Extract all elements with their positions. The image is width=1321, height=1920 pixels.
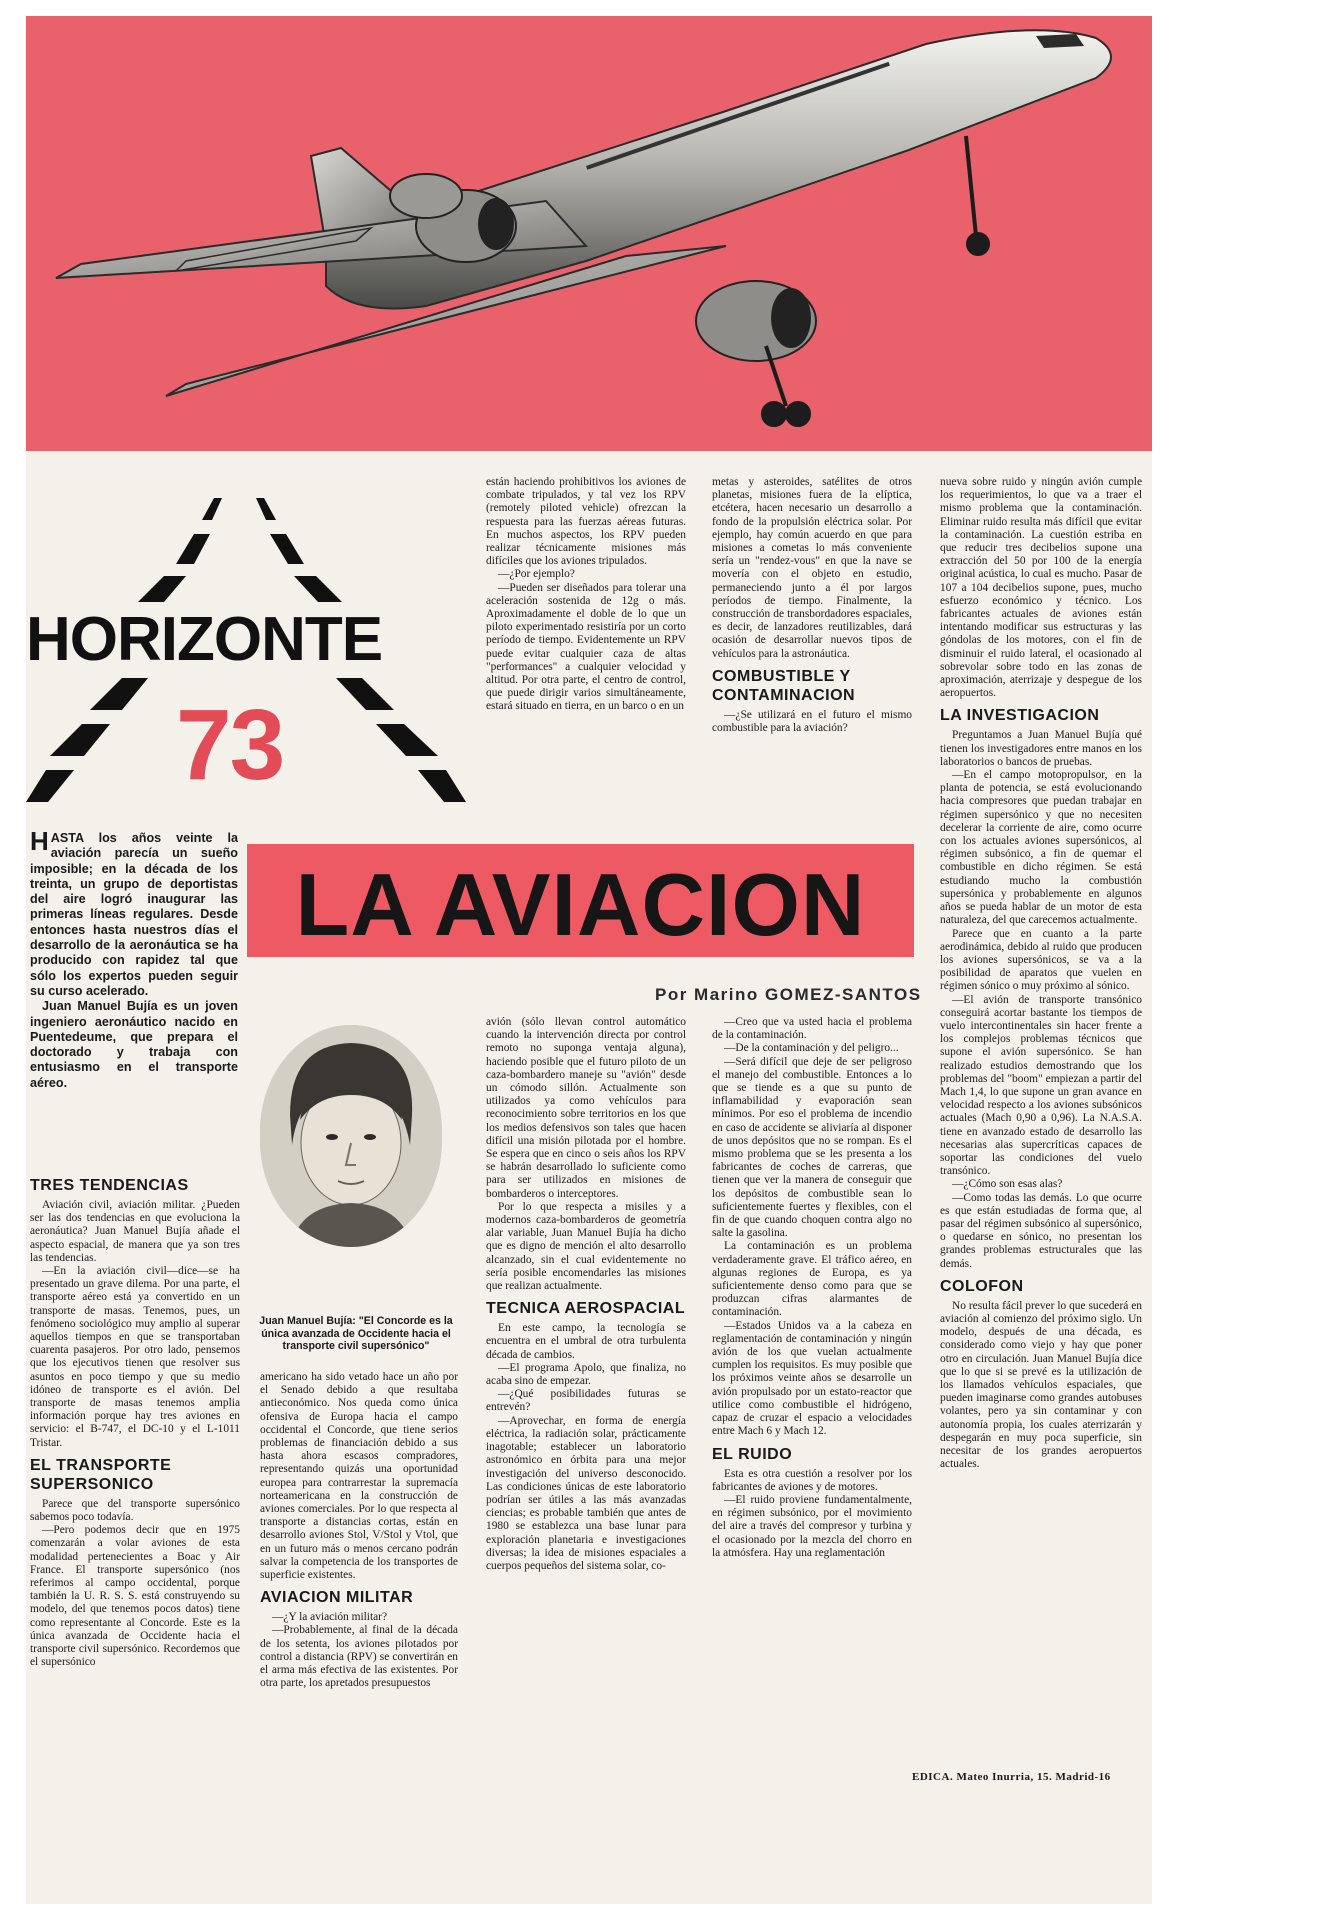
drop-cap: H xyxy=(30,826,49,856)
paragraph: —Creo que va usted hacia el problema de la contaminación. xyxy=(712,1016,912,1042)
paragraph: —En el campo motopropulsor, en la planta de potencia, se está evolucionando hacia compresores que puedan trabajar en régimen supersónico y que no necesiten decelerar la corriente de aire, como ocurre con los actuales aviones supersónicos, al régimen subsónico, a fin de quemar el combustible en dicho régimen. Se está estudiando mucho la combustión supersónica y probablemente en algunos años se pueda hablar de un motor de esta naturaleza, del que carecemos actualmente. xyxy=(940,769,1142,927)
heading-el-ruido: EL RUIDO xyxy=(712,1445,793,1463)
paragraph: —¿Por ejemplo? xyxy=(498,568,575,581)
paragraph: nueva sobre ruido y ningún avión cumple los requerimientos, lo que va a traer el mismo problema que la contaminación. Eliminar ruido resulta más difícil que evitar la contaminación. La cuestión estriba en que reducir tres decibelios supone una extracción del 50 por 100 de la energía original acústica, lo cual es mucho. Pasar de 107 a 104 decibelios supone, pues, mucho esfuerzo económico y técnico. Los fabricantes actuales de aviones están intentando modificar sus estructuras y las góndolas de los motores, con el fin de disminuir el ruido lateral, el ocasionado al sobrevolar sobre todo en las zonas de aproximación, aterrizaje y despegue de los aeropuertos. xyxy=(940,476,1142,700)
paragraph: —Como todas las demás. Lo que ocurre es que están estudiadas de forma que, al pasar del régimen subsónico al supersónico, o quedarse en sónico, no presentan los grandes problemas estructurales que las demás. xyxy=(940,1191,1142,1270)
column-3-top xyxy=(486,476,686,714)
heading-la-investigacion: LA INVESTIGACION xyxy=(940,707,1100,725)
column-5 xyxy=(940,476,1142,1471)
paragraph: Preguntamos a Juan Manuel Bujía qué tienen los investigadores entre manos en los laboratorios o bancos de pruebas. xyxy=(940,729,1142,768)
title-banner xyxy=(247,844,914,957)
paragraph: —Estados Unidos va a la cabeza en reglamentación de contaminación y ningún avión de los que vuelan actualmente cumplen los requisitos. Es muy posible que los próximos veinte años se desarrolle un avión propulsado por un estato-reactor que utilice como combustible el hidrógeno, capaz de cruzar el espacio a velocidades entre Mach 6 y Mach 12. xyxy=(712,1319,912,1438)
horizonte-logo xyxy=(26,498,466,818)
paragraph: metas y asteroides, satélites de otros planetas, misiones fuera de la elíptica, etcétera, hacen necesario un desarrollo a fondo de la propulsión eléctrica solar. Por ejemplo, hay común acuerdo en que para misiones a cometas lo más conveniente sería un "rendez-vous" en que la nave se movería con el objeto en estudio, permaneciendo junto a él por largos períodos de tiempo. Finalmente, la construcción de transbordadores espaciales, es decir, de lanzadores reutilizables, dará ocasión de desarrollar nuevos tipos de vehículos para la astronáutica. xyxy=(712,476,912,660)
paragraph: —¿Y la aviación militar? xyxy=(272,1611,388,1624)
logo-word: HORIZONTE xyxy=(26,605,383,674)
paragraph: Parece que del transporte supersónico sabemos poco todavía. xyxy=(30,1497,240,1524)
paragraph: americano ha sido vetado hace un año por el Senado debido a que resultaba antieconómico. Nos queda como única ofensiva de Europa hacia el campo occidental el Concorde, que tiene serios problemas de financiación debido a sus hasta ahora escasos compradores, representando quizás una oportunidad europea para contrarrestar la supremacía norteamericana en la construcción de aviones comerciales. Por lo que respecta al transporte a distancias cortas, están en desarrollo aviones Stol, V/Stol y Vtol, que en un futuro más o menos cercano podrán salvar la competencia de los transportes de superficie existentes. xyxy=(260,1371,458,1582)
lead-text xyxy=(30,826,238,1091)
article-title: LA AVIACION xyxy=(295,855,866,954)
heading-tres-tendencias: TRES TENDENCIAS xyxy=(30,1177,189,1194)
portrait-caption: Juan Manuel Bujía: "El Concorde es la única avanzada de Occidente hacia el transporte civil supersónico" xyxy=(259,1315,453,1353)
heading-aviacion-militar: AVIACION MILITAR xyxy=(260,1589,414,1607)
lead-paragraph: HASTA los años veinte la aviación parecía un sueño imposible; en la década de los treinta, un grupo de deportistas del aire logró inaugurar las primeras líneas regulares. Desde entonces hasta nuestros días el desarrollo de la aeronáutica se ha producido con rapidez tal que sólo los expertos pueden seguir su curso acelerado. xyxy=(30,826,238,998)
airliner-photo xyxy=(26,16,1152,451)
paragraph: —¿Qué posibilidades futuras se entrevén? xyxy=(486,1388,686,1414)
paragraph: —Pero podemos decir que en 1975 comenzarán a volar aviones de esta modalidad pertenecientes a Boac y Air France. El transporte supersónico (nos referimos al campo occidental, porque también la U. R. S. S. está construyendo su modelo, del que tenemos pocos datos) tiene como representante al Concorde. Este es la única avanzada de Occidente hacia el transporte civil supersónico. Recordemos que el supersónico xyxy=(30,1524,240,1669)
paragraph: —¿Cómo son esas alas? xyxy=(952,1178,1063,1191)
paragraph: Aviación civil, aviación militar. ¿Pueden ser las dos tendencias en que evoluciona la aeronáutica? Juan Manuel Bujía añade el aspecto espacial, de manera que ya son tres las tendencias. xyxy=(30,1199,240,1264)
paragraph: —El ruido proviene fundamentalmente, en régimen subsónico, por el movimiento del aire a través del compresor y turbina y el ocasionado por la mezcla del chorro en la atmósfera. Hay una reglamentación xyxy=(712,1493,912,1559)
column-3-bottom xyxy=(486,1016,686,1573)
portrait-illustration xyxy=(260,1025,442,1247)
paragraph: están haciendo prohibitivos los aviones de combate tripulados, y tal vez los RPV (remotely piloted vehicle) ofrezcan la respuesta para las fuerzas aéreas futuras. En muchos aspectos, los RPV pueden realizar técnicamente misiones más difíciles que los aviones tripulados. xyxy=(486,476,686,568)
publisher-footer: EDICA. Mateo Inurria, 15. Madrid-16 xyxy=(912,1771,1111,1783)
heading-combustible: COMBUSTIBLE Y CONTAMINACION xyxy=(712,667,856,704)
portrait-photo xyxy=(260,1025,442,1247)
paragraph: Parece que en cuanto a la parte aerodinámica, debido al ruido que producen los aviones supersónicos, se va a la posibilidad de aparatos que vuelen en régimen sónico o muy próximo al sónico. xyxy=(940,927,1142,993)
paragraph: Por lo que respecta a misiles y a modernos caza-bombarderos de geometría alar variable, Juan Manuel Bujía ha dicho que es digno de mención el alto desarrollo alcanzado, sin el cual evidentemente no sería posible encomendarles las misiones que realizan actualmente. xyxy=(486,1200,686,1293)
paragraph: —El programa Apolo, que finaliza, no acaba sino de empezar. xyxy=(486,1361,686,1388)
byline: Por Marino GOMEZ-SANTOS xyxy=(655,985,922,1004)
airliner-illustration xyxy=(26,16,1152,451)
column-2 xyxy=(260,1371,458,1690)
paragraph: —Será difícil que deje de ser peligroso el manejo del combustible. Entonces a lo que se tiende es a que su punto de inflamabilidad y evaporación sean mínimos. Por eso el problema de incendio en caso de accidente se aliviaría al disponer de unos depósitos que no se rompan. Es el mismo problema que se les presenta a los fabricantes de coches de carreras, que tienen que ver la manera de conseguir que los depósitos de combustible sean lo suficientemente fuertes y flexibles, con el fin de que cuando choquen contra algo no salte la gasolina. xyxy=(712,1055,912,1240)
paragraph: No resulta fácil prever lo que sucederá en aviación al comienzo del próximo siglo. Un modelo, después de una década, es considerado como viejo y hay que poner otro en circulación. Juan Manuel Bujía dice que lo que si se prevé es la utilización de los llamados vehículos espaciales, que pueden imaginarse como grandes autobuses volantes, pero ya sin contaminar y con autonomía propia, los cuales aterrizarán y despegarán en muy poca superficie, sin necesitar de los grandes aeropuertos actuales. xyxy=(940,1299,1142,1471)
logo-number: 73 xyxy=(176,689,284,801)
paragraph: La contaminación es un problema verdaderamente grave. El tráfico aéreo, en algunas regiones de Europa, es ya suficientemente denso como para que se produzcan cifras alarmantes de contaminación. xyxy=(712,1240,912,1319)
paragraph: Esta es otra cuestión a resolver por los fabricantes de aviones y de motores. xyxy=(712,1467,912,1493)
paragraph: —Probablemente, al final de la década de los setenta, los aviones pilotados por control a distancia (RPV) se convertirán en el arma más efectiva de las existentes. Por otra parte, los apretados presupuestos xyxy=(260,1624,458,1690)
lead-paragraph: Juan Manuel Bujía es un joven ingeniero aeronáutico nacido en Puentedeume, que prepara el doctorado y trabaja con entusiasmo en el transporte aéreo. xyxy=(30,999,238,1090)
paragraph: avión (sólo llevan control automático cuando la intervención directa por control remoto no suponga ventaja alguna), haciendo posible que el futuro piloto de un caza-bombardero maneje su "avión" desde un cómodo sillón. Actualmente son utilizados ya como vehículos para reconocimiento sobre territorios en los que los medios defensivos son tales que hacen difícil una misión pilotada por el hombre. Se espera que en cinco o seis años los RPV se habrán desarrollado lo suficiente como para ser utilizados en misiones de bombarderos o interceptores. xyxy=(486,1016,686,1200)
column-1 xyxy=(30,1170,240,1670)
heading-transporte-supersonico: EL TRANSPORTE SUPERSONICO xyxy=(30,1456,172,1493)
column-4-top xyxy=(712,476,912,735)
paragraph: —Pueden ser diseñados para tolerar una aceleración sostenida de 12g o más. Aproximadamente el doble de lo que un piloto experimentado resistiría por un corto período de tiempo. Evidentemente un RPV puede evitar cualquier caza de altas "performances" a cualquier velocidad y altitud. Por otra parte, el centro de control, que puede dirigir varios simultáneamente, estará situado en tierra, en un barco o en un xyxy=(486,581,686,713)
paragraph: —Aprovechar, en forma de energía eléctrica, la radiación solar, prácticamente inagotable; establecer un laboratorio astronómico en órbita para una mejor investigación del universo desconocido. Las condiciones únicas de este laboratorio podrían ser útiles a las más avanzadas ciencias; es probable también que antes de 1980 se establezca una base lunar para exploración planetaria e investigaciones diversas; la idea de misiones espaciales a cuerpos pequeños del sistema solar, co- xyxy=(486,1414,686,1572)
paragraph: En este campo, la tecnología se encuentra en el umbral de otra turbulenta década de cambios. xyxy=(486,1322,686,1361)
paragraph: —El avión de transporte transónico conseguirá acortar bastante los tiempos de vuelo intercontinentales sin hacer frente a los complejos problemas técnicos que supone el avión supersónico. Se han realizado estudios demostrando que los problemas del "boom" empiezan a partir del Mach 1,4, lo que supone un gran avance en velocidad respecto a los aviones subsónicos actuales (Mach 0,90 a 0,96). La N.A.S.A. tiene en avanzado estado de desarrollo las necesarias alas supercríticas capaces de soportar las condiciones del vuelo transónico. xyxy=(940,993,1142,1178)
column-4-bottom xyxy=(712,1016,912,1560)
paragraph: —De la contaminación y del peligro... xyxy=(724,1042,899,1055)
paragraph: —En la aviación civil—dice—se ha presentado un grave dilema. Por una parte, el transporte aéreo está ya convertido en un transporte de masas. Tenemos, pues, un fenómeno sociológico muy amplio al superar aquellos tiempos en que se transportaban cuarenta pasajeros. Por otro lado, pensemos que los ejecutivos tienen que resolver sus asuntos en poco tiempo y que su medio idóneo de transporte es el avión. Del transporte de masas tenemos amplia información porque hay tres aviones en servicio: el B-747, el DC-10 y el L-1011 Tristar. xyxy=(30,1265,240,1449)
paragraph: —¿Se utilizará en el futuro el mismo combustible para la aviación? xyxy=(712,708,912,735)
heading-colofon: COLOFON xyxy=(940,1277,1024,1295)
heading-tecnica-aeroespacial: TECNICA AEROSPACIAL xyxy=(486,1300,686,1318)
